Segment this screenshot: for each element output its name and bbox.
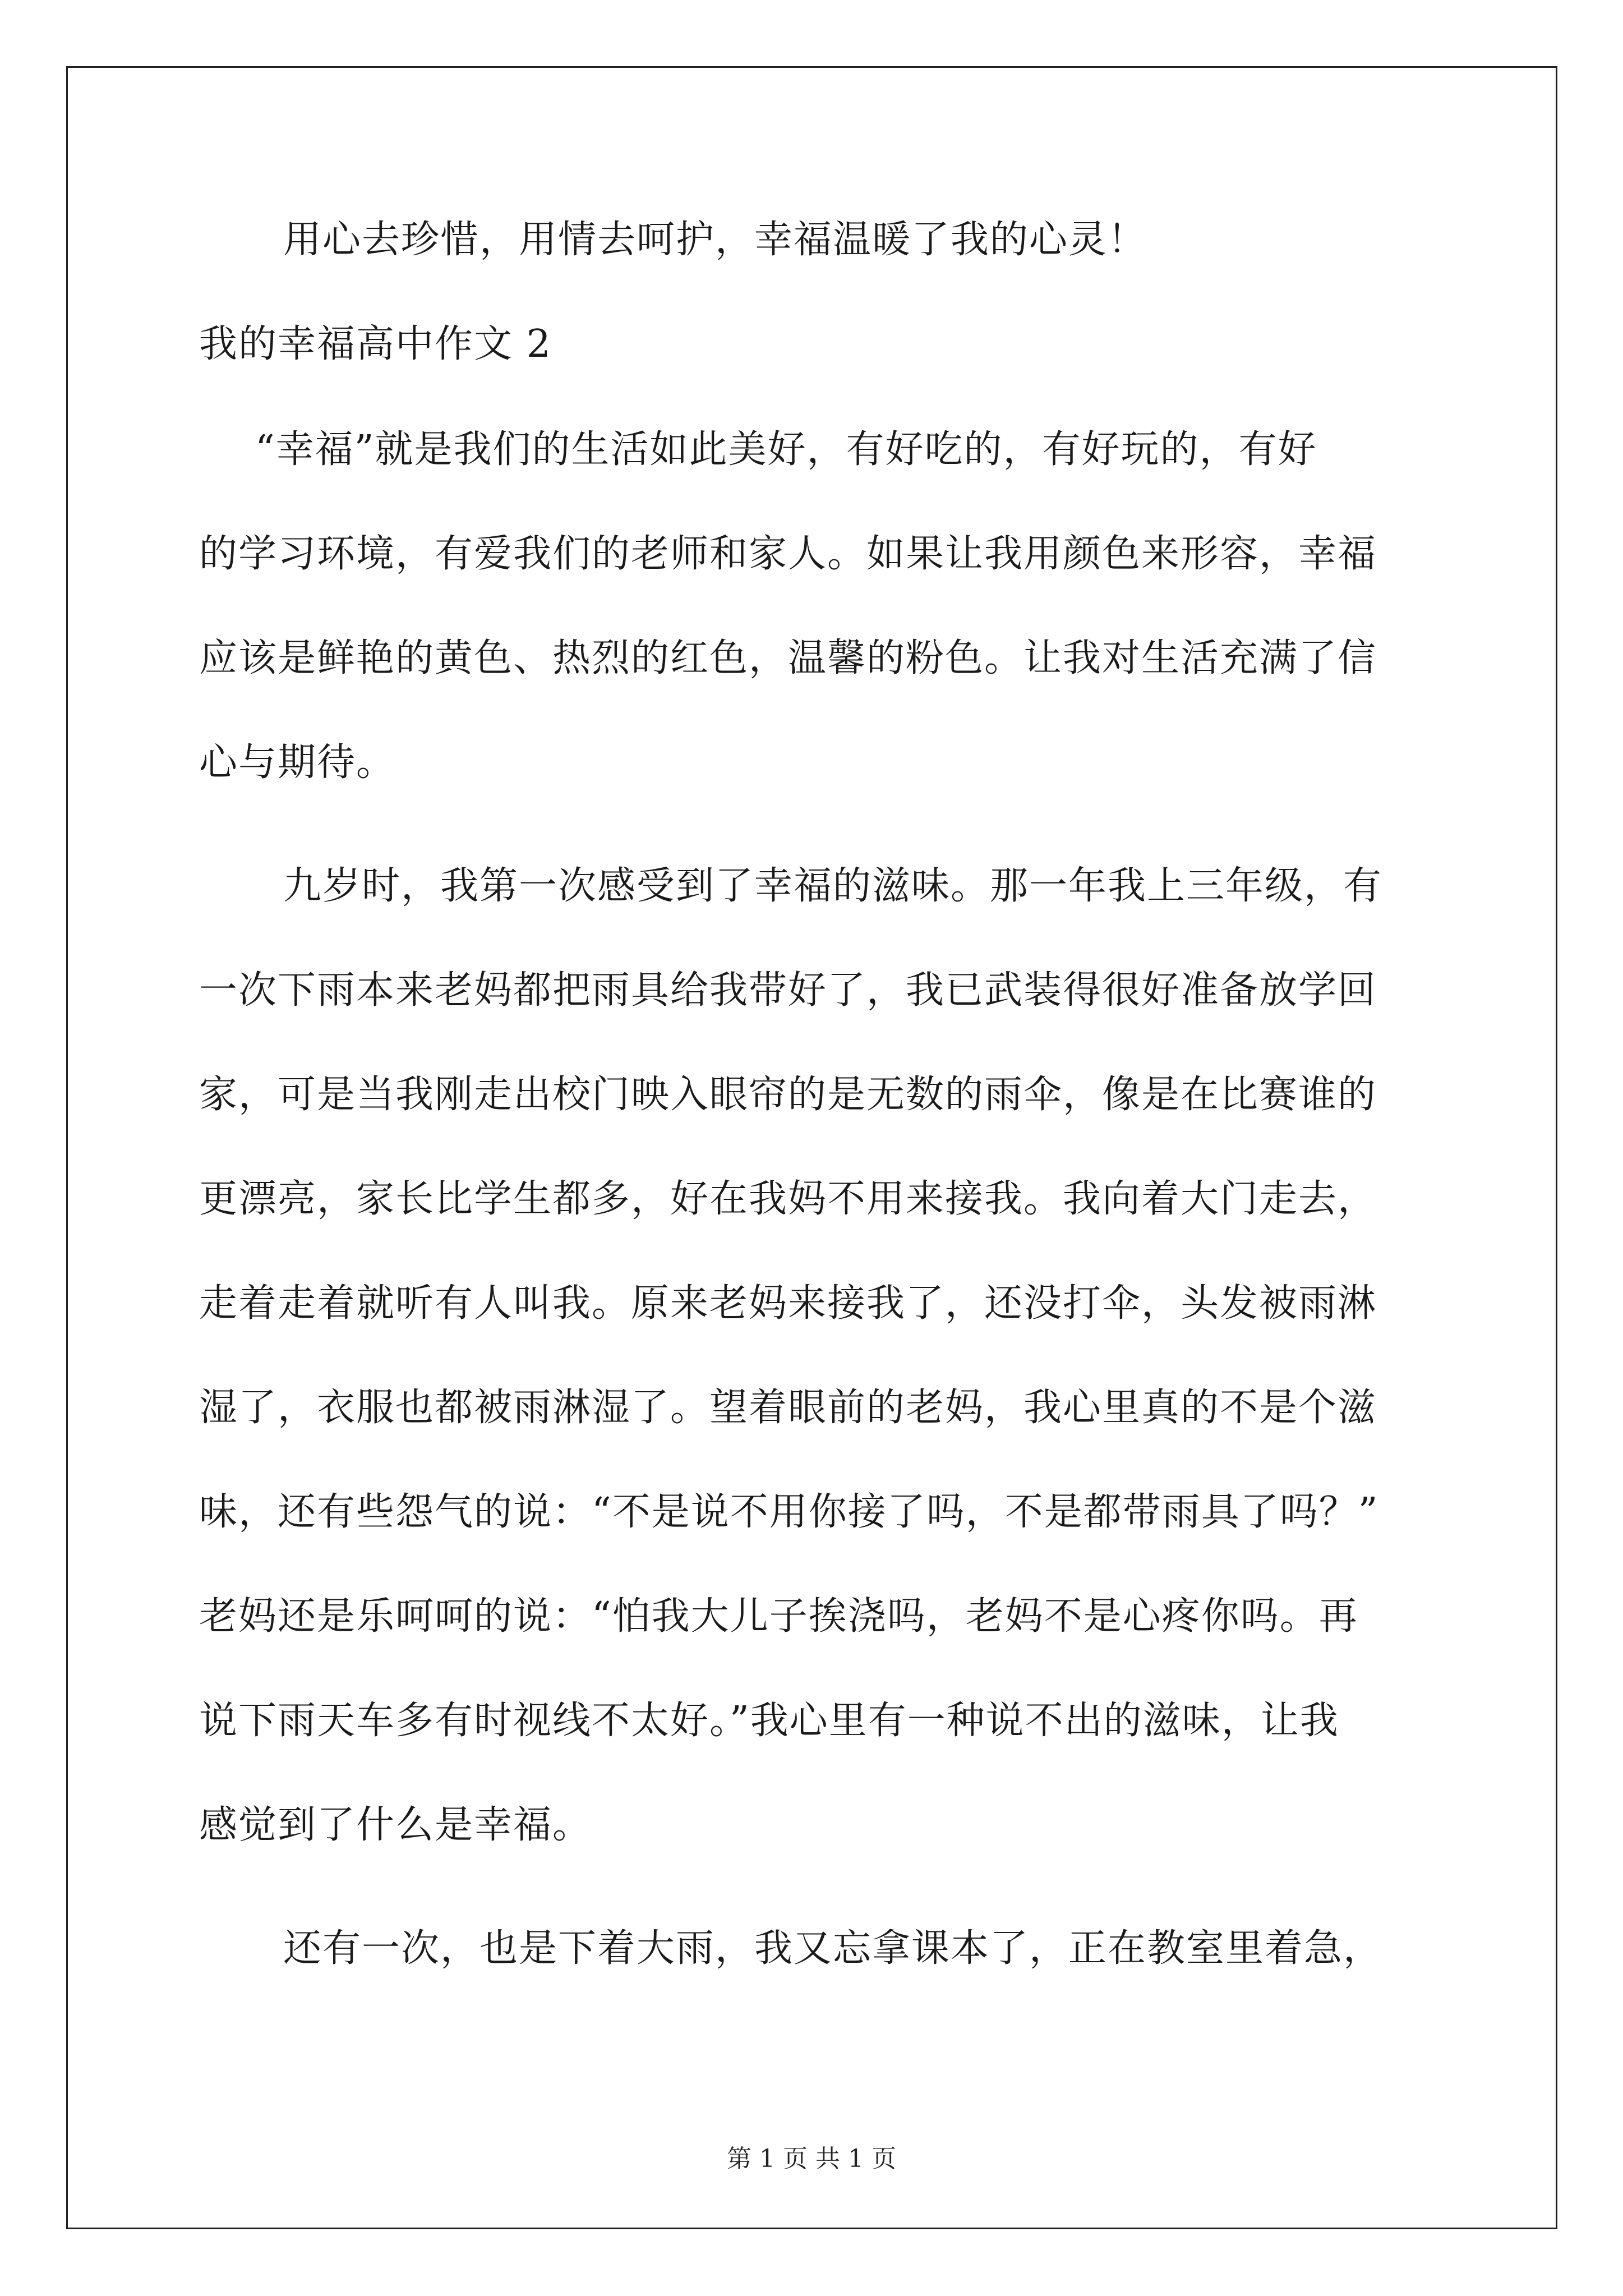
paragraph-line: 一次下雨本来老妈都把雨具给我带好了，我已武装得很好准备放学回: [199, 968, 1377, 1013]
paragraph-line: 老妈还是乐呵呵的说：“怕我大儿子挨浇吗，老妈不是心疼你吗。再: [199, 1594, 1358, 1639]
paragraph-line: 湿了，衣服也都被雨淋湿了。望着眼前的老妈，我心里真的不是个滋: [199, 1386, 1377, 1430]
page-border: [66, 66, 1557, 2229]
paragraph-line: 应该是鲜艳的黄色、热烈的红色，温馨的粉色。让我对生活充满了信: [199, 636, 1377, 680]
paragraph-line: 家，可是当我刚走出校门映入眼帘的是无数的雨伞，像是在比赛谁的: [199, 1073, 1377, 1117]
paragraph-line: 用心去珍惜，用情去呵护，幸福温暖了我的心灵！: [283, 218, 1147, 262]
paragraph-line: 九岁时，我第一次感受到了幸福的滋味。那一年我上三年级，有: [283, 864, 1383, 908]
paragraph-line: 的学习环境，有爱我们的老师和家人。如果让我用颜色来形容，幸福: [199, 532, 1377, 576]
paragraph-line: “幸福”就是我们的生活如此美好，有好吃的，有好玩的，有好: [255, 427, 1317, 472]
paragraph-line: 心与期待。: [199, 740, 396, 785]
paragraph-line: 味，还有些怨气的说：“不是说不用你接了吗，不是都带雨具了吗？”: [199, 1490, 1379, 1534]
paragraph-line: 感觉到了什么是幸福。: [199, 1803, 592, 1847]
page-footer: 第 1 页 共 1 页: [727, 2145, 896, 2173]
paragraph-line: 更漂亮，家长比学生都多，好在我妈不用来接我。我向着大门走去，: [199, 1177, 1377, 1221]
paragraph-line: 说下雨天车多有时视线不太好。”我心里有一种说不出的滋味，让我: [199, 1699, 1339, 1743]
section-heading: 我的幸福高中作文 2: [199, 322, 552, 366]
paragraph-line: 走着走着就听有人叫我。原来老妈来接我了，还没打伞，头发被雨淋: [199, 1281, 1377, 1326]
paragraph-line: 还有一次，也是下着大雨，我又忘拿课本了，正在教室里着急，: [283, 1926, 1383, 1971]
